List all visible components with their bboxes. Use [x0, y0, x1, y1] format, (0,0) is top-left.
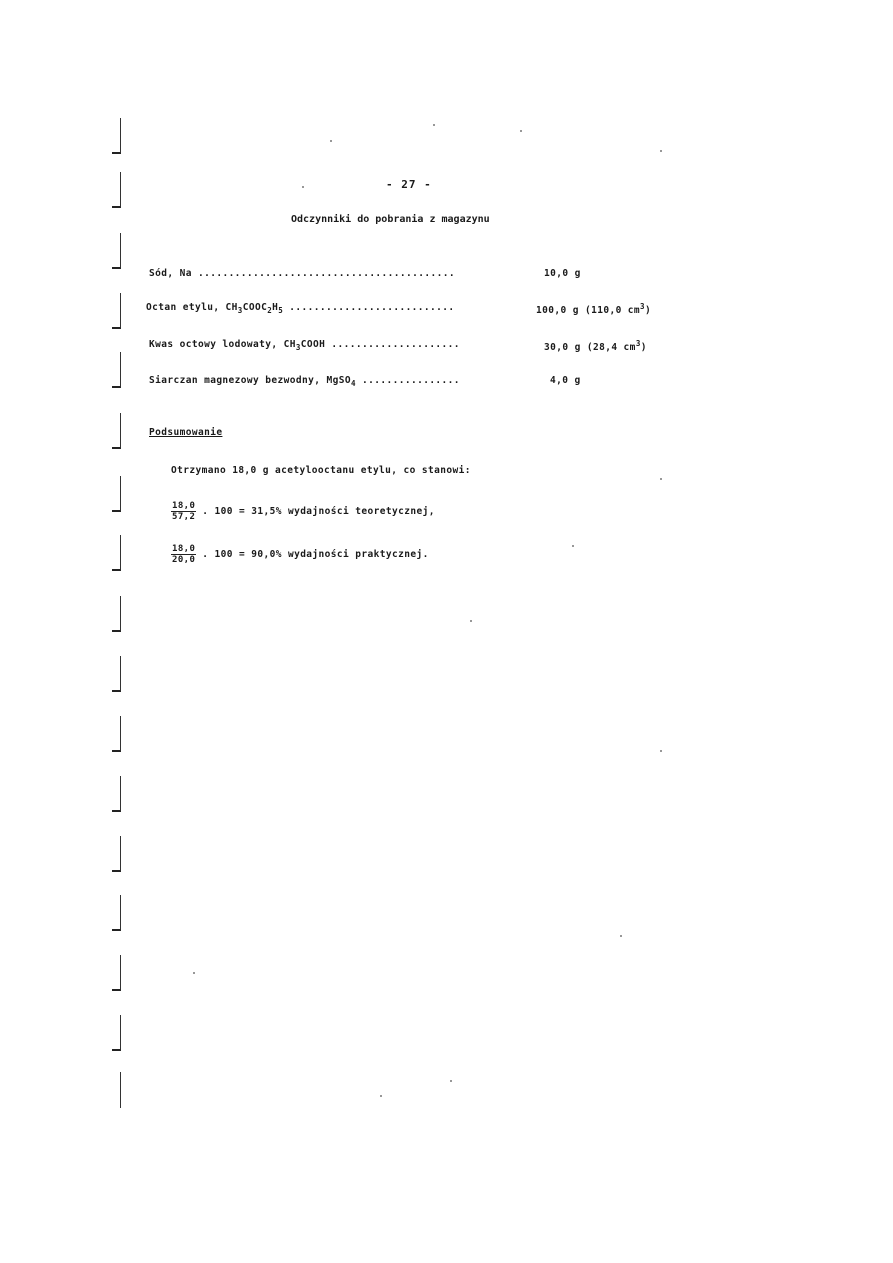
- reagent-amount: 10,0 g: [544, 268, 581, 279]
- margin-bracket: [112, 233, 121, 269]
- margin-bracket: [112, 596, 121, 632]
- reagent-name: Sód, Na: [149, 268, 192, 279]
- dot-leader: ..........................................: [197, 268, 455, 279]
- margin-bracket: [112, 656, 121, 692]
- summary-intro: Otrzymano 18,0 g acetylooctanu etylu, co stanowi:: [171, 465, 471, 476]
- margin-bracket: [112, 776, 121, 812]
- reagent-name: Siarczan magnezowy bezwodny, MgSO: [149, 375, 351, 386]
- dot-leader: ...........................: [289, 302, 455, 313]
- fraction: $\frac{18,0}{57,2}$: [172, 501, 196, 522]
- margin-bracket: [112, 1072, 121, 1108]
- margin-bracket: [112, 293, 121, 329]
- reagent-amount: 4,0 g: [550, 375, 581, 386]
- fraction: $\frac{18,0}{20,0}$: [172, 544, 196, 565]
- margin-bracket: [112, 955, 121, 991]
- margin-bracket: [112, 476, 121, 512]
- dot-leader: .....................: [331, 339, 460, 350]
- reagent-amount-volume: 100,0 g (110,0 $cm^3$): [536, 302, 652, 317]
- section-heading: Podsumowanie: [149, 427, 223, 438]
- dot-leader: ................: [362, 375, 460, 386]
- page-title: Odczynniki do pobrania z magazynu: [291, 214, 490, 225]
- reagent-row: Siarczan magnezowy bezwodny, MgSO$_4$ ................: [149, 375, 460, 388]
- margin-bracket: [112, 535, 121, 571]
- yield-practical: $\frac{18,0}{20,0}$ . 100 = 90,0% wydajności praktycznej.: [172, 544, 429, 565]
- reagent-row: Kwas octowy lodowaty, $CH_3COOH$ .....................: [149, 339, 460, 352]
- margin-bracket: [112, 413, 121, 449]
- margin-bracket: [112, 118, 121, 154]
- margin-bracket: [112, 352, 121, 388]
- reagent-name: Kwas octowy lodowaty, CH: [149, 339, 296, 350]
- page-number: - 27 -: [386, 178, 432, 191]
- margin-bracket: [112, 172, 121, 208]
- margin-bracket: [112, 1015, 121, 1051]
- margin-bracket: [112, 716, 121, 752]
- reagent-name: Octan etylu, CH: [146, 302, 238, 313]
- reagent-row: [149, 268, 455, 279]
- margin-bracket: [112, 895, 121, 931]
- margin-bracket: [112, 836, 121, 872]
- reagent-amount-volume: 30,0 g (28,4 $cm^3$): [544, 339, 647, 354]
- yield-theoretical: $\frac{18,0}{57,2}$ . 100 = 31,5% wydajności teoretycznej,: [172, 501, 435, 522]
- reagent-row: Octan etylu, $CH_3COOC_2H_5$ ...........................: [146, 302, 455, 315]
